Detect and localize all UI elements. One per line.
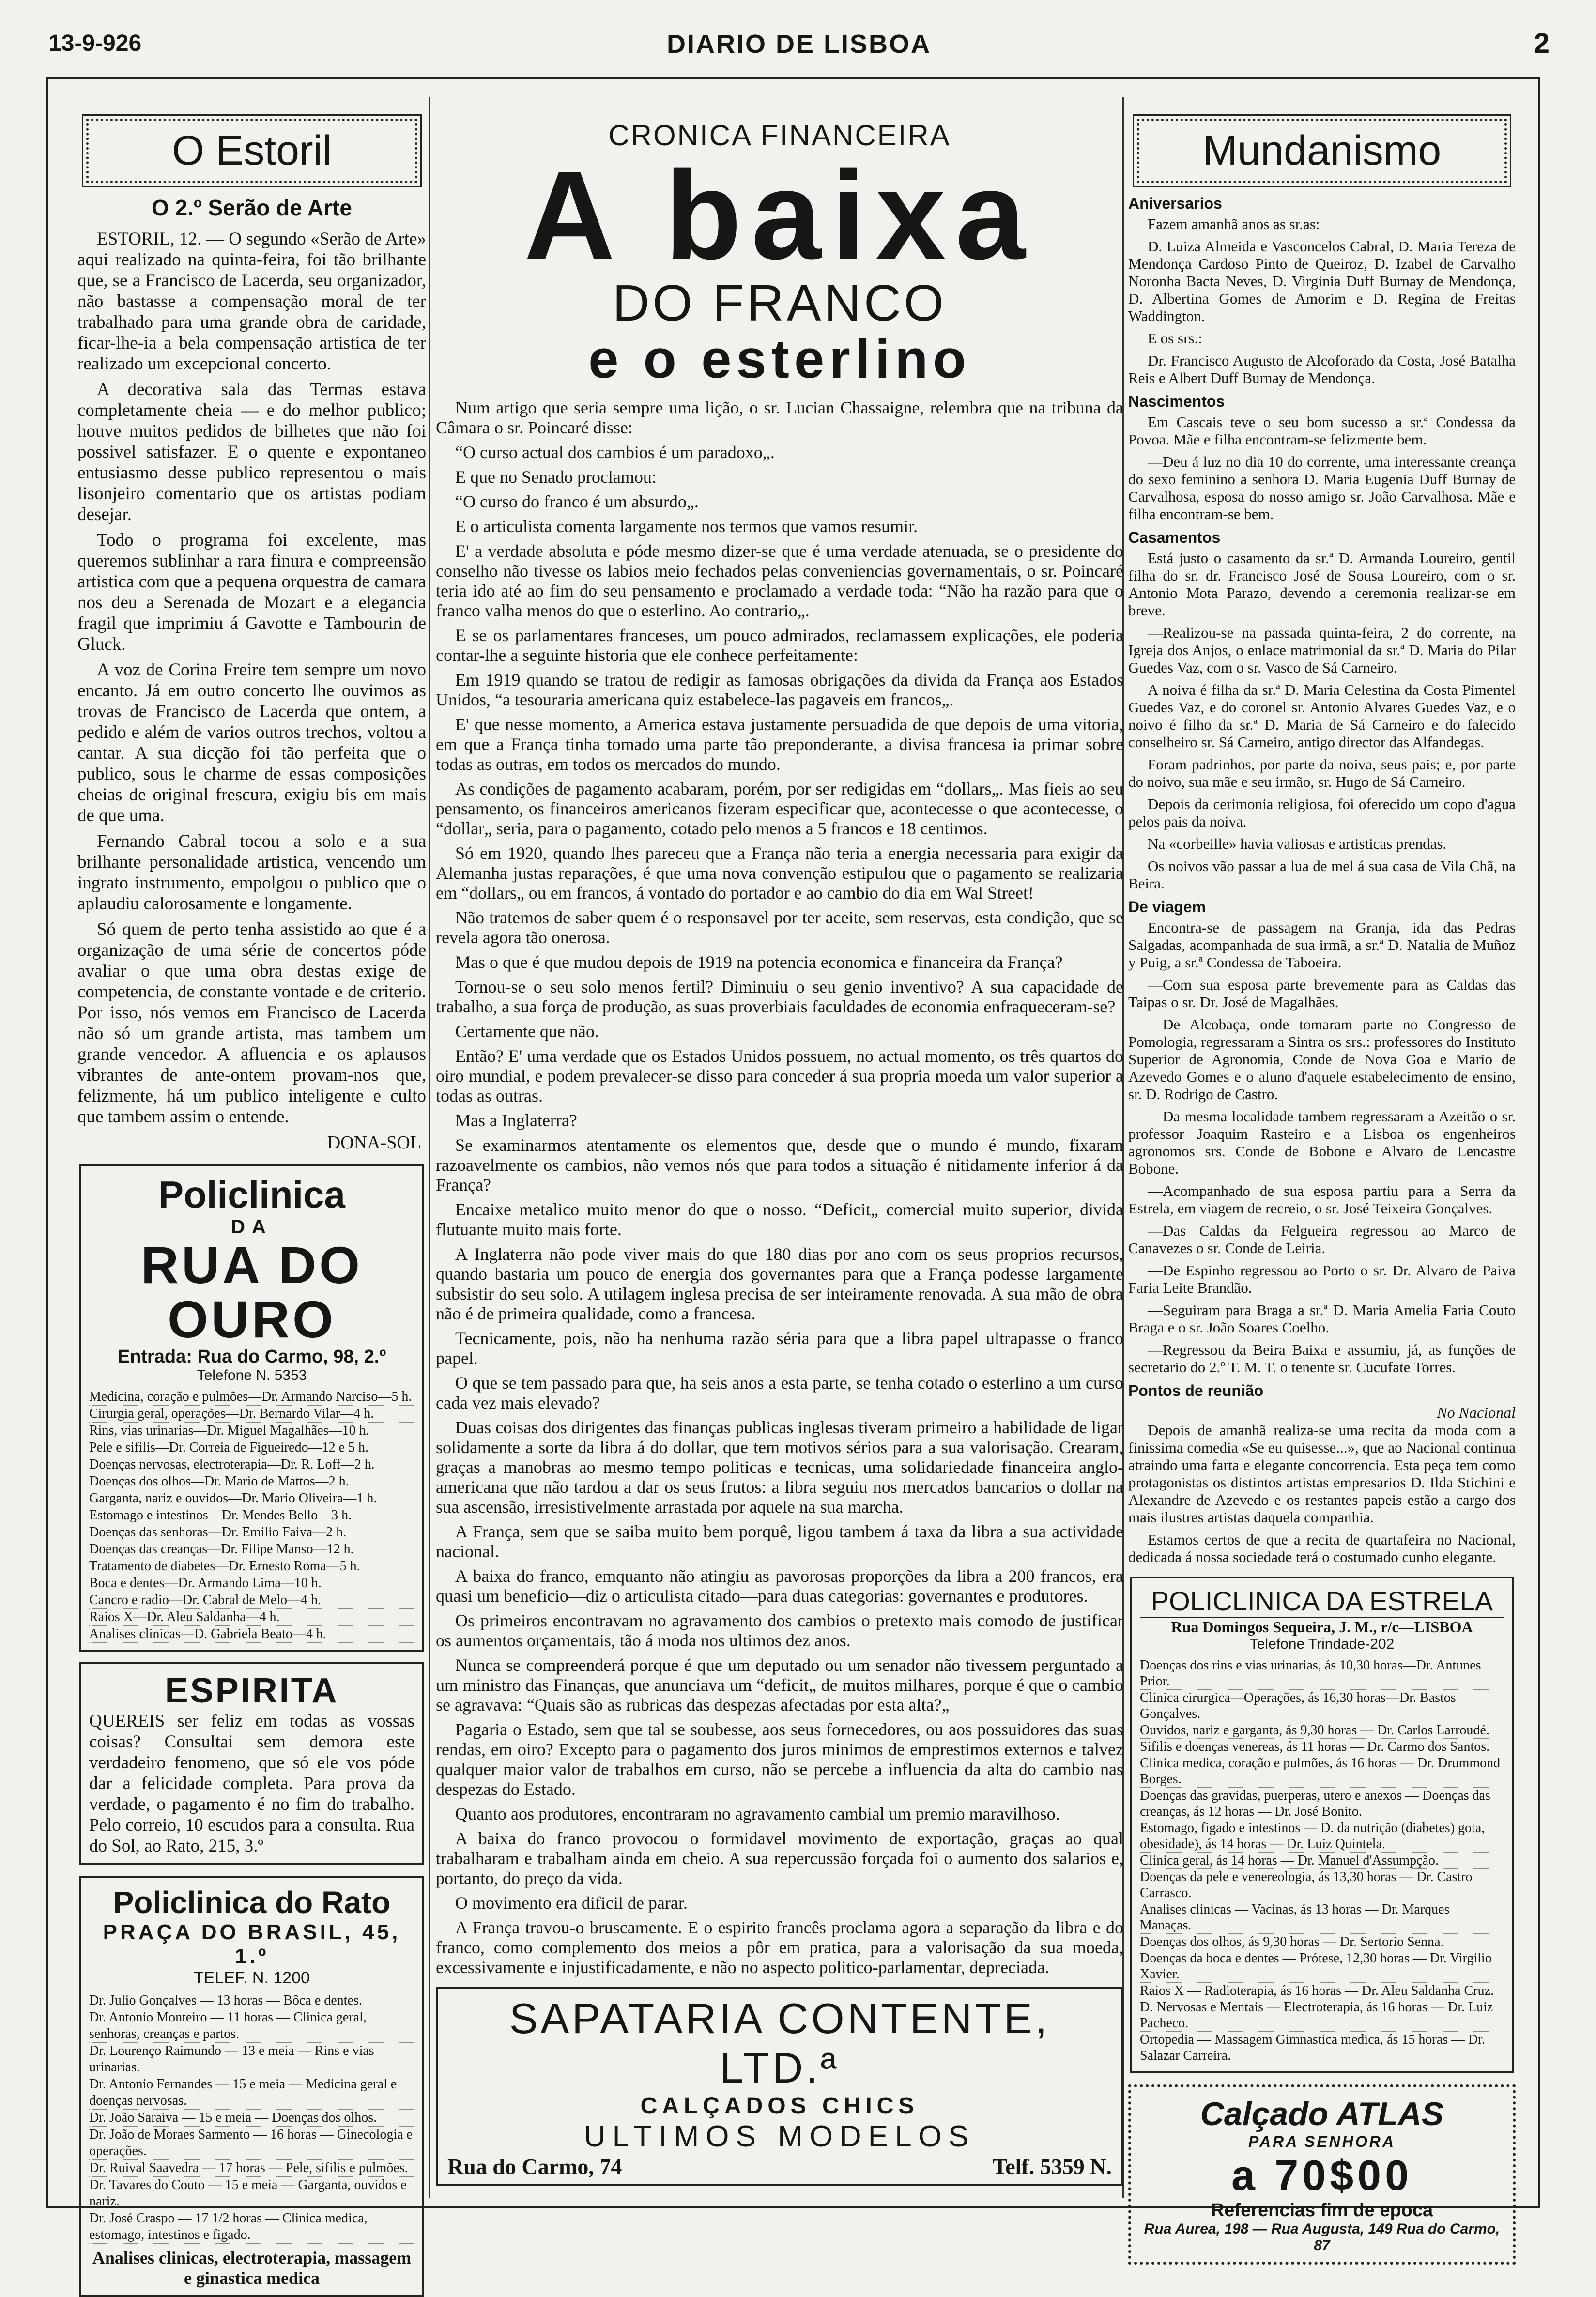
headline-subtitle: DO FRANCO: [613, 275, 947, 332]
ad-title: Policlinica: [158, 1173, 345, 1216]
section-heading: Casamentos: [1128, 529, 1221, 546]
list-item: Dr. João de Moraes Sarmento — 16 horas — Ginecologia e operações.: [89, 2127, 414, 2160]
paragraph: Se examinarmos atentamente os elementos que, desde que o mundo é mundo, fixaram razoavelmente os cambios, não vemos nós que para todos a situação é nitidamente inferior á da França?: [436, 1135, 1123, 1194]
paragraph: Pagaria o Estado, sem que tal se soubesse, aos seus fornecedores, ou aos possuidores das suas rendas, em oiro? Excepto para o pagamento dos juros minimos de emprestimos externos e talvez qualquer maior valor de trabalhos em curso, não se percebe a influencia da alta do cambio nas despezas do Estado.: [436, 1720, 1123, 1799]
article-signature: DONA-SOL: [327, 1133, 421, 1153]
article-subtitle: O 2.º Serão de Arte: [152, 195, 352, 220]
ad-address: Rua Aurea, 198 — Rua Augusta, 149 Rua do Carmo, 87: [1144, 2221, 1500, 2253]
list-item: Dr. Ruival Saavedra — 17 horas — Pele, sifilis e pulmões.: [89, 2160, 414, 2177]
list-item: Dr. Antonio Monteiro — 11 horas — Clinica geral, senhoras, creanças e partos.: [89, 2009, 414, 2043]
paragraph: Todo o programa foi excelente, mas queremos sublinhar a rara finura e compreensão artistica com que a pequena orquestra de camara nos deu a Serenada de Mozart e a elegancia fragil que imprimiu á Gavotte e Tambourin de Gluck.: [77, 530, 426, 654]
list-item: Doenças nervosas, electroterapia—Dr. R. Loff—2 h.: [89, 1456, 414, 1473]
issue-date: 13-9-926: [48, 31, 142, 56]
ad-policlinica-rua-do-ouro: [79, 1164, 424, 1652]
paragraph: E os srs.:: [1148, 330, 1202, 347]
ad-title-street: RUA DO OURO: [141, 1236, 363, 1348]
list-item: Raios X—Dr. Aleu Saldanha—4 h.: [89, 1609, 414, 1626]
ad-espirita: [79, 1662, 424, 1865]
paragraph: —Regressou da Beira Baixa e assumiu, já, as funções de secretario do 2.º T. M. T. o tenente sr. Cucufate Torres.: [1128, 1341, 1516, 1376]
ad-telephone: Telf. 5359 N.: [992, 2154, 1112, 2179]
list-item: Sifilis e doenças venereas, ás 11 horas — Dr. Carmo dos Santos.: [1140, 1739, 1504, 1755]
financial-article: [436, 398, 1123, 1977]
paragraph: Os primeiros encontravam no agravamento dos cambios o pretexto mais comodo de justificar os aumentos orçamentais, tão á moda nos ultimos dez anos.: [436, 1611, 1123, 1650]
paragraph: —Realizou-se na passada quinta-feira, 2 do corrente, na Igreja dos Anjos, o enlace matrimonial da sr.ª D. Maria do Pilar Guedes Vaz, com o sr. Vasco de Sá Carneiro.: [1128, 624, 1516, 676]
section-kicker: CRONICA FINANCEIRA: [608, 119, 951, 152]
section-heading: De viagem: [1128, 898, 1206, 916]
ad-footer: [447, 2154, 1112, 2179]
list-item: Ouvidos, nariz e garganta, ás 9,30 horas — Dr. Carlos Larroudé.: [1140, 1722, 1504, 1739]
paragraph: Só em 1920, quando lhes pareceu que a França não teria a energia necessaria para exigir da Alemanha justas reparações, é que uma nova convenção estipulou que o pagamento se realizaria em “dollars„ ou em francos, á vontado do portador e ao cambio do dia em Wal Street!: [436, 843, 1123, 903]
list-item: Boca e dentes—Dr. Armando Lima—10 h.: [89, 1575, 414, 1592]
section-title-mundanismo: Mundanismo: [1137, 119, 1507, 183]
paragraph: E se os parlamentares franceses, um pouco admirados, reclamassem explicações, ele poderia contar-lhe a seguinte historia que ele conhece perfeitamente:: [436, 626, 1123, 665]
list-item: Dr. João Saraiva — 15 e meia — Doenças dos olhos.: [89, 2110, 414, 2127]
paragraph: ESTORIL, 12. — O segundo «Serão de Arte» aqui realizado na quinta-feira, foi tão brilhante que, se a Francisco de Lacerda, seu organizador, não bastasse a compensação moral de ter trabalhado para uma grande obra de caridade, ficar-lhe-ia a bela compensação artistica de ter realizado um excepcional concerto.: [77, 229, 426, 374]
paragraph: —Da mesma localidade tambem regressaram a Azeitão o sr. professor Joaquim Rasteiro e a Lisboa os engenheiros agronomos srs. Conde de Bobone e Alvaro de Lencastre Bobone.: [1128, 1108, 1516, 1177]
paragraph: Fazem amanhã anos as sr.as:: [1148, 215, 1320, 232]
ad-tagline: CALÇADOS CHICS: [640, 2093, 919, 2119]
paragraph: Foram padrinhos, por parte da noiva, seus pais; e, por parte do noivo, sua mãe e seu irmão, sr. Hugo de Sá Carneiro.: [1128, 756, 1516, 790]
paragraph: Num artigo que seria sempre uma lição, o sr. Lucian Chassaigne, relembra que na tribuna da Câmara o sr. Poincaré disse:: [436, 398, 1123, 437]
paragraph: —Das Caldas da Felgueira regressou ao Marco de Canavezes o sr. Conde de Leiria.: [1128, 1222, 1516, 1256]
doctor-list: [89, 1992, 414, 2244]
list-item: Pele e sifilis—Dr. Correia de Figueiredo—12 e 5 h.: [89, 1439, 414, 1456]
paragraph: E' que nesse momento, a America estava justamente persuadida de que depois de uma vitoria, em que a França tinha tomado uma parte tão preponderante, a divisa francesa ia primar sobre todas as outras, em todos os mercados do mundo.: [436, 715, 1123, 774]
ad-title: ESPIRITA: [165, 1671, 339, 1710]
ad-policlinica-estrela: [1130, 1577, 1514, 2073]
page-number: 2: [1534, 28, 1550, 59]
list-item: Dr. Lourenço Raimundo — 13 e meia — Rins e vias urinarias.: [89, 2043, 414, 2076]
paragraph: Em 1919 quando se tratou de redigir as famosas obrigações da divida da França aos Estados Unidos, “a tesouraria americana quiz estabelece-las pagaveis em francos„.: [436, 670, 1123, 709]
section-casamentos: [1128, 529, 1516, 892]
section-heading: Aniversarios: [1128, 195, 1222, 212]
list-item: Garganta, nariz e ouvidos—Dr. Mario Oliveira—1 h.: [89, 1490, 414, 1507]
ad-tagline: PARA SENHORA: [1248, 2133, 1396, 2150]
paragraph: “O curso do franco é um absurdo„.: [455, 492, 699, 511]
paragraph: A França, sem que se saiba muito bem porquê, ligou tambem á taxa da libra a sua actividade nacional.: [436, 1522, 1123, 1561]
masthead: [39, 24, 1559, 68]
ad-tagline-2: Referencias fim de epoca: [1211, 2200, 1433, 2220]
paragraph: E' a verdade absoluta e póde mesmo dizer-se que é uma verdade atenuada, se o presidente do conselho não tivesse os labios meio fechados pelas conveniencias governamentais, o sr. Poincaré teria ido até ao fim do seu pensamento e proclamado a verdade toda: “Não ha razão para que o franco valha menos do que o esterlino. Ao contrario„.: [436, 541, 1123, 620]
list-item: Cirurgia geral, operações—Dr. Bernardo Vilar—4 h.: [89, 1406, 414, 1423]
ad-address: PRAÇA DO BRASIL, 45, 1.º: [103, 1920, 401, 1968]
doctor-list: [1140, 1657, 1504, 2064]
paragraph: Fernando Cabral tocou a solo e a sua brilhante personalidade artistica, vencendo um ingrato instrumento, empolgou o publico que o aplaudiu calorosamente e longamente.: [77, 831, 426, 914]
list-item: Doenças da boca e dentes — Prótese, 12,30 horas — Dr. Virgilio Xavier.: [1140, 1950, 1504, 1983]
section-heading: Nascimentos: [1128, 393, 1225, 410]
middle-column: [436, 104, 1123, 2196]
paragraph: D. Luiza Almeida e Vasconcelos Cabral, D. Maria Tereza de Mendonça Cardoso Pinto de Queiroz, D. Izabel de Carvalho Noronha Bacta Neves, D. Virginia Duff Burnay de Mendonça, D. Albertina Gomes de Amorim e D. Regina de Freitas Waddington.: [1128, 238, 1516, 324]
column-divider: [429, 97, 430, 2198]
list-item: Dr. Antonio Fernandes — 15 e meia — Medicina geral e doenças nervosas.: [89, 2076, 414, 2110]
paragraph: “O curso actual dos cambios é um paradoxo„.: [455, 443, 775, 462]
paragraph: A voz de Corina Freire tem sempre um novo encanto. Já em outro concerto lhe ouvimos as trovas de Francisco de Lacerda que ontem, a pedido e além de varios outros trechos, voltou a cantar. A sua dicção foi tão perfeita que o publico, sous le charme de essas composições cheias de original frescura, exigiu bis em mais de que uma.: [77, 660, 426, 826]
paragraph: Tornou-se o seu solo menos fertil? Diminuiu o seu genio inventivo? A sua capacidade de trabalho, a sua força de produção, as suas proverbiais faculdades de economia enfraqueceram-se?: [436, 977, 1123, 1016]
paragraph: Dr. Francisco Augusto de Alcoforado da Costa, José Batalha Reis e Albert Duff Burnay de Mendonça.: [1128, 352, 1516, 386]
paragraph: —De Alcobaça, onde tomaram parte no Congresso de Pomologia, regressaram a Sintra os srs.: professores do Instituto Superior de Agronomia, Conde de Nova Goa e Mario de Azevedo Gomes e o aluno d'aquele estabelecimento de ensino, sr. D. Rodrigo de Castro.: [1128, 1016, 1516, 1103]
paragraph: A decorativa sala das Termas estava completamente cheia — e do melhor publico; houve muitos pedidos de bilhetes que não foi possivel satisfazer. E o quente e expontaneo entusiasmo desse publico representou o mais lisonjeiro comentario que os artistas podiam desejar.: [77, 380, 426, 524]
list-item: Dr. José Craspo — 17 1/2 horas — Clinica medica, estomago, intestinos e figado.: [89, 2210, 414, 2244]
paragraph: O movimento era dificil de parar.: [455, 1893, 688, 1913]
newspaper-title: DIARIO DE LISBOA: [666, 30, 932, 59]
paragraph: Mas o que é que mudou depois de 1919 na potencia economica e financeira da França?: [455, 952, 1063, 972]
ad-telephone: Telefone Trindade-202: [1249, 1636, 1395, 1652]
section-note: No Nacional: [1437, 1404, 1516, 1421]
paragraph: Encontra-se de passagem na Granja, ida das Pedras Salgadas, acompanhada de sua irmã, a sr.ª D. Natalia de Muñoz y Puig, a sr.ª Condessa de Taboeira.: [1128, 919, 1516, 971]
ad-tagline-2: ULTIMOS MODELOS: [583, 2120, 976, 2153]
paragraph: Nunca se compreenderá porque é que um deputado ou um senador não tivessem perguntado a um ministro das Finanças, que anunciava um “deficit„ de muitos milhares, porque é que o cambio se agravava: “Quais são as rubricas das despezas afectadas por esta alta?„: [436, 1655, 1123, 1715]
section-nascimentos: [1128, 393, 1516, 523]
ad-telephone: Telefone N. 5353: [197, 1367, 307, 1383]
list-item: Doenças dos olhos, ás 9,30 horas — Dr. Sertorio Senna.: [1140, 1934, 1504, 1950]
list-item: Doenças da pele e venereologia, ás 13,30 horas — Dr. Castro Carrasco.: [1140, 1869, 1504, 1901]
ad-title: Calçado ATLAS: [1200, 2096, 1444, 2132]
list-item: Dr. Tavares do Couto — 15 e meia — Garganta, ouvidos e nariz.: [89, 2177, 414, 2210]
ad-address: Rua do Carmo, 74: [447, 2154, 622, 2179]
ad-address: Rua Domingos Sequeira, J. M., r/c—LISBOA: [1171, 1618, 1473, 1636]
paragraph: E que no Senado proclamou:: [455, 467, 657, 487]
paragraph: Quanto aos produtores, encontraram no agravamento cambial um premio maravilhoso.: [455, 1804, 1060, 1823]
paragraph: As condições de pagamento acabaram, porém, por ser redigidas em “dollars„. Mas fieis ao seu pensamento, os financeiros americanos fizeram especificar que, acontecesse o que acontecesse, o “dollar„ seria, para o pagamento, cotado pelo menos a 5 francos e 18 centimos.: [436, 779, 1123, 838]
ad-price: a 70$00: [1231, 2151, 1413, 2199]
list-item: Cancro e radio—Dr. Cabral de Melo—4 h.: [89, 1592, 414, 1609]
ad-address: Entrada: Rua do Carmo, 98, 2.º: [117, 1347, 386, 1367]
paragraph: A baixa do franco provocou o formidavel movimento de exportação, graças ao qual trabalharam e trabalham ainda em cheio. A sua repercussão forçada foi o aumento dos salarios e, portanto, do preço da vida.: [436, 1829, 1123, 1888]
ad-title: POLICLINICA DA ESTRELA: [1140, 1585, 1504, 1618]
list-item: Doenças das gravidas, puerperas, utero e anexos — Doenças das creanças, ás 12 horas — Dr. José Bonito.: [1140, 1788, 1504, 1820]
section-pontos-de-reuniao: [1128, 1382, 1516, 1566]
paragraph: Estamos certos de que a recita de quartafeira no Nacional, dedicada á nossa sociedade terá o costumado cunho elegante.: [1128, 1531, 1516, 1565]
paragraph: Duas coisas dos dirigentes das finanças publicas inglesas tiveram primeiro a habilidade de ligar solidamente a sorte da libra á do dollar, que tem motivos sérios para a sua valorisação. Crearam, graças a manobras ao mesmo tempo politicas e tecnicas, uma solidariedade financeira anglo-americana que não tardou a dar os seus frutos: a libra seguiu nos mercados bancarios o dollar na sua ascensão, irresistivelmente arrastada por aquele na sua marcha.: [436, 1418, 1123, 1516]
section-de-viagem: [1128, 898, 1516, 1376]
section-title-estoril: O Estoril: [86, 119, 417, 183]
paragraph: —Com sua esposa parte brevemente para as Caldas das Taipas o sr. Dr. José de Magalhães.: [1128, 976, 1516, 1011]
paragraph: Certamente que não.: [455, 1022, 599, 1041]
list-item: Medicina, coração e pulmões—Dr. Armando Narciso—5 h.: [89, 1389, 414, 1406]
list-item: Tratamento de diabetes—Dr. Ernesto Roma—5 h.: [89, 1558, 414, 1575]
headline-subtitle-2: e o esterlino: [588, 329, 971, 389]
ad-footer: Analises clinicas, electroterapia, massagem e ginastica medica: [92, 2248, 412, 2288]
list-item: Doenças dos olhos—Dr. Mario de Mattos—2 h.: [89, 1473, 414, 1490]
paragraph: —Deu á luz no dia 10 do corrente, uma interessante creança do sexo feminino a senhora D. Maria Eugenia Duff Burnay de Carvalhosa, esposa do nosso amigo sr. João Carvalhosa. Mãe e filha encontram-se bem.: [1128, 453, 1516, 522]
main-headline: A baixa: [524, 145, 1035, 286]
list-item: Doenças dos rins e vias urinarias, ás 10,30 horas—Dr. Antunes Prior.: [1140, 1657, 1504, 1690]
list-item: D. Nervosas e Mentais — Electroterapia, ás 16 horas — Dr. Luiz Pacheco.: [1140, 1999, 1504, 2032]
ad-sapataria-contente: [436, 1987, 1123, 2186]
paragraph: A noiva é filha da sr.ª D. Maria Celestina da Costa Pimentel Guedes Vaz, e do coronel sr. Antonio Alvares Guedes Vaz, e o noivo é filho da sr.ª D. Maria de Sá Carneiro e do falecido conselheiro sr. Sá Carneiro, antigo director das Alfandegas.: [1128, 681, 1516, 750]
list-item: Rins, vias urinarias—Dr. Miguel Magalhães—10 h.: [89, 1423, 414, 1439]
paragraph: Mas a Inglaterra?: [455, 1111, 577, 1130]
ad-calcado-atlas: [1128, 2084, 1516, 2265]
paragraph: Não tratemos de saber quem é o responsavel por ter aceite, sem reservas, esta condição, que se revela agora tão onerosa.: [436, 908, 1123, 947]
list-item: Analises clinicas — Vacinas, ás 13 horas — Dr. Marques Manaças.: [1140, 1901, 1504, 1934]
paragraph: Só quem de perto tenha assistido ao que é a organização de uma série de concertos póde avaliar o que uma obra destas exige de competencia, de constante vontade e de criterio. Por isso, nós vemos em Francisco de Lacerda não só um grande artista, mas tambem um grande vencedor. A afluencia e os aplausos vibrantes de ante-ontem provam-nos que, felizmente, há um publico inteligente e culto que tambem assim o entende.: [77, 919, 426, 1127]
paragraph: Na «corbeille» havia valiosas e artisticas prendas.: [1148, 835, 1447, 852]
paragraph: E o articulista comenta largamente nos termos que vamos resumir.: [455, 517, 918, 536]
estoril-article: [77, 229, 426, 1153]
paragraph: Está justo o casamento da sr.ª D. Armanda Loureiro, gentil filha do sr. dr. Francisco José de Sousa Loureiro, com o sr. Antonio Mota Parazo, devendo a ceremonia realizar-se em breve.: [1128, 550, 1516, 619]
doctor-list: [89, 1389, 414, 1643]
ad-title: SAPATARIA CONTENTE, LTD.ª: [509, 1994, 1050, 2092]
list-item: Clinica geral, ás 14 horas — Dr. Manuel d'Assumpção.: [1140, 1853, 1504, 1869]
paragraph: —De Espinho regressou ao Porto o sr. Dr. Alvaro de Paiva Faria Leite Brandão.: [1128, 1262, 1516, 1296]
ad-text: QUEREIS ser feliz em todas as vossas coisas? Consultai sem demora este verdadeiro fenomeno, que só ele vos póde dar a felicidade completa. Para prova da verdade, o pagamento é no fim do trabalho. Pelo correio, 10 escudos para a consulta. Rua do Sol, ao Rato, 215, 3.º: [89, 1711, 414, 1856]
list-item: Dr. Julio Gonçalves — 13 horas — Bôca e dentes.: [89, 1992, 414, 2009]
paragraph: Tecnicamente, pois, não ha nenhuma razão séria para que a libra papel ultrapasse o franco papel.: [436, 1329, 1123, 1368]
section-aniversarios: [1128, 195, 1516, 387]
list-item: Estomago e intestinos—Dr. Mendes Bello—3 h.: [89, 1507, 414, 1524]
paragraph: O que se tem passado para que, ha seis anos a esta parte, se tenha cotado o esterlino a um curso cada vez mais elevado?: [436, 1373, 1123, 1412]
ad-telephone: TELEF. N. 1200: [193, 1969, 310, 1987]
paragraph: Então? E' uma verdade que os Estados Unidos possuem, no actual momento, os três quartos do oiro mundial, e podem prevalecer-se disso para conceder á sua propria moeda um valor superior a todas as outras.: [436, 1046, 1123, 1105]
list-item: Raios X — Radioterapia, ás 16 horas — Dr. Aleu Saldanha Cruz.: [1140, 1983, 1504, 1999]
paragraph: —Seguiram para Braga a sr.ª D. Maria Amelia Faria Couto Braga e o sr. João Soares Coelho.: [1128, 1302, 1516, 1336]
list-item: Analises clinicas—D. Gabriela Beato—4 h.: [89, 1626, 414, 1643]
paragraph: Em Cascais teve o seu bom sucesso a sr.ª Condessa da Povoa. Mãe e filha encontram-se felizmente bem.: [1128, 413, 1516, 448]
list-item: Clinica medica, coração e pulmões, ás 16 horas — Dr. Drummond Borges.: [1140, 1755, 1504, 1788]
paragraph: Depois de amanhã realiza-se uma recita da moda com a finissima comedia «Se eu quisesse...», que ao Nacional continua atraindo uma farta e elegante concorrencia. Esta peça tem como protagonistas os distintos artistas empresarios D. Ilda Stichini e Alexandre de Azevedo e os restantes papeis estão a cargo dos mais ilustres artistas daquela companhia.: [1128, 1422, 1516, 1526]
paragraph: Encaixe metalico muito menor do que o nosso. “Deficit„ comercial muito superior, divida flutuante muito mais forte.: [436, 1200, 1123, 1239]
ad-title-connector: DA: [231, 1216, 273, 1238]
paragraph: A baixa do franco, emquanto não atingiu as pavorosas proporções da libra a 200 francos, era quasi um beneficio—diz o articulista citado—para duas categorias: governantes e produtores.: [436, 1566, 1123, 1606]
paragraph: Os noivos vão passar a lua de mel á sua casa de Vila Chã, na Beira.: [1128, 858, 1516, 892]
left-column: [77, 104, 426, 2288]
paragraph: Depois da cerimonia religiosa, foi oferecido um copo d'agua pelos pais da noiva.: [1128, 796, 1516, 830]
ad-policlinica-rato: [79, 1876, 424, 2297]
ad-title: Policlinica do Rato: [113, 1885, 391, 1920]
list-item: Estomago, figado e intestinos — D. da nutrição (diabetes) gota, obesidade), ás 14 horas — Dr. Luiz Quintela.: [1140, 1820, 1504, 1853]
list-item: Doenças das creanças—Dr. Filipe Manso—12 h.: [89, 1541, 414, 1558]
paragraph: —Acompanhado de sua esposa partiu para a Serra da Estrela, em viagem de recreio, o sr. José Teixeira Gonçalves.: [1128, 1182, 1516, 1217]
paragraph: A França travou-o bruscamente. E o espirito francês proclama agora a separação da libra e do franco, como complemento dos meios a pôr em pratica, para a valorisação da sua moeda, excessivamente e injustificadamente, e não no aspecto politico-parlamentar, depreciada.: [436, 1918, 1123, 1977]
list-item: Clinica cirurgica—Operações, ás 16,30 horas—Dr. Bastos Gonçalves.: [1140, 1690, 1504, 1722]
list-item: Doenças das senhoras—Dr. Emilio Faiva—2 h.: [89, 1524, 414, 1541]
section-heading: Pontos de reunião: [1128, 1382, 1264, 1399]
list-item: Ortopedia — Massagem Gimnastica medica, ás 15 horas — Dr. Salazar Carreira.: [1140, 2032, 1504, 2064]
paragraph: A Inglaterra não pode viver mais do que 180 dias por ano com os seus proprios recursos, quando bastaria um pouco de energia dos governantes para que a França podesse largamente subsistir do seu solo. A utilagem inglesa precisa de ser inteiramente renovada. A sua mão de obra não é de primeira qualidade, como a francesa.: [436, 1244, 1123, 1323]
right-column: [1128, 104, 1516, 2253]
